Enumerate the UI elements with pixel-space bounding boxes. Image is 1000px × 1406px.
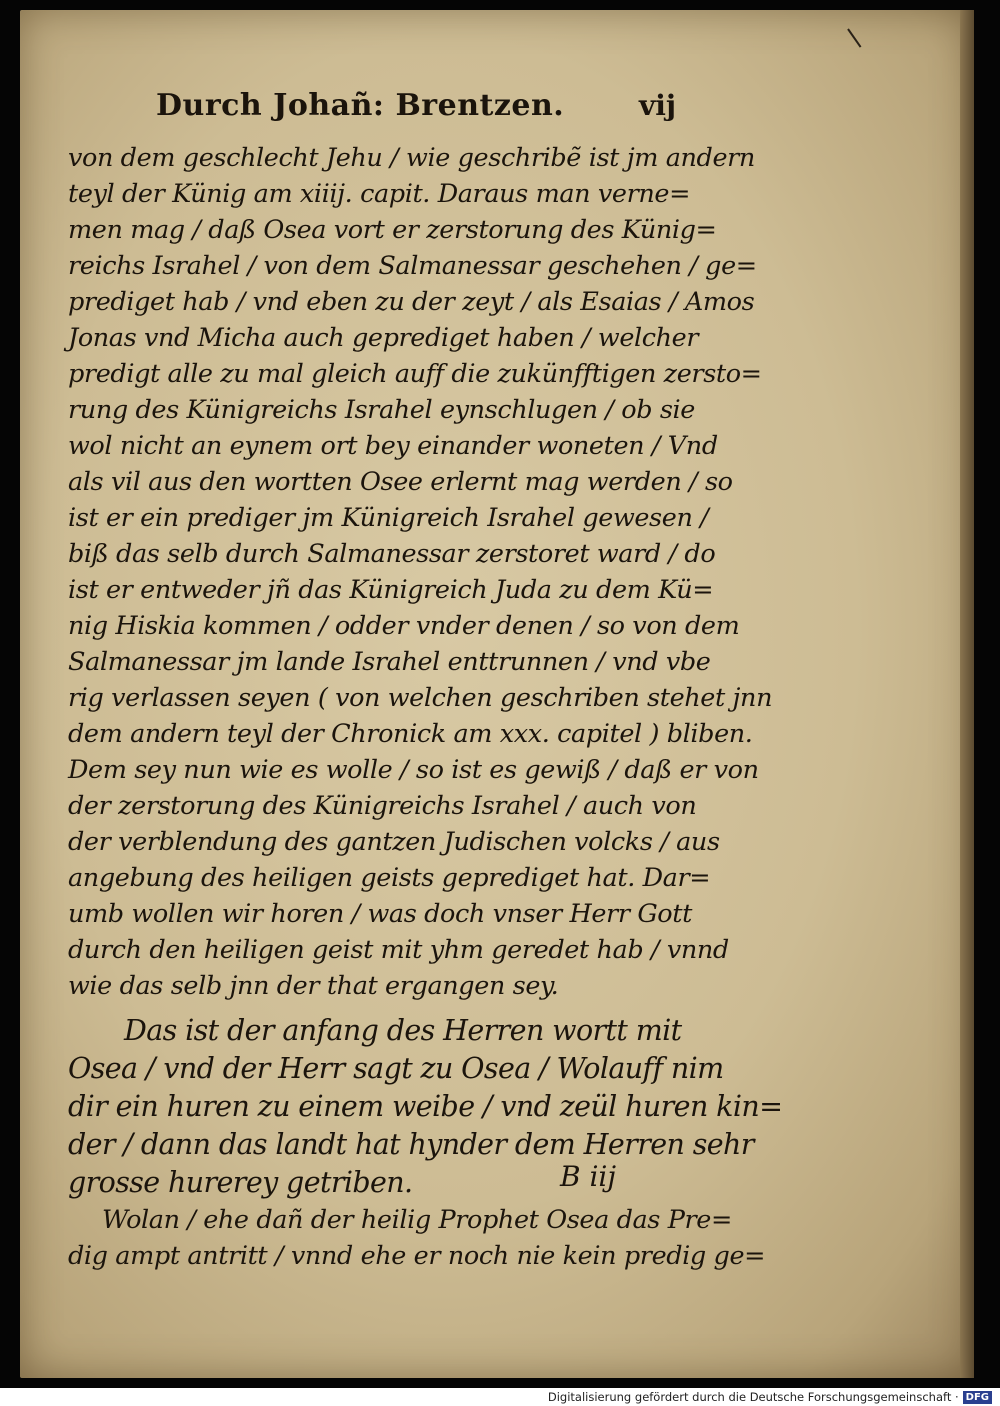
text-line: ist er ein prediger jm Künigreich Israhel gewesen /	[68, 503, 709, 533]
text-line: Salmanessar jm lande Israhel enttrunnen / vnd vbe	[68, 647, 711, 677]
footer-credit	[0, 1388, 1000, 1406]
text-line: grosse hurerey getriben.	[68, 1166, 413, 1199]
text-line: Das ist der anfang des Herren wortt mit	[124, 1014, 682, 1047]
running-title: Durch Johañ: Brentzen.	[156, 88, 565, 123]
text-line: der zerstorung des Künigreichs Israhel / auch von	[68, 791, 697, 821]
text-line: wol nicht an eynem ort bey einander woneten / Vnd	[68, 431, 718, 461]
text-line: wie das selb jnn der that ergangen sey.	[68, 971, 559, 1001]
text-line: der / dann das landt hat hynder dem Herren sehr	[68, 1128, 754, 1161]
text-line: Osea / vnd der Herr sagt zu Osea / Wolauff nim	[68, 1052, 724, 1085]
dfg-logo: DFG	[963, 1391, 992, 1404]
text-line: nig Hiskia kommen / odder vnder denen / so von dem	[68, 611, 740, 641]
text-line: angebung des heiligen geists geprediget hat. Dar=	[68, 863, 711, 893]
text-line: rung des Künigreichs Israhel eynschlugen / ob sie	[68, 395, 695, 425]
text-line: dig ampt antritt / vnnd ehe er noch nie kein predig ge=	[68, 1241, 766, 1271]
text-line: teyl der Künig am xiiij. capit. Daraus man verne=	[68, 179, 691, 209]
text-line: ist er entweder jñ das Künigreich Juda zu dem Kü=	[68, 575, 714, 605]
text-line: als vil aus den wortten Osee erlernt mag werden / so	[68, 467, 733, 497]
text-line: biß das selb durch Salmanessar zerstoret ward / do	[68, 539, 716, 569]
text-line: umb wollen wir horen / was doch vnser Herr Gott	[68, 899, 692, 929]
running-head	[156, 88, 676, 140]
paragraph-continuation	[68, 1202, 766, 1274]
paragraph-commentary	[68, 140, 773, 1004]
text-block	[68, 88, 783, 1274]
folio-number: vij	[638, 89, 676, 122]
paragraph-gap	[68, 1004, 738, 1012]
text-line: durch den heiligen geist mit yhm geredet hab / vnnd	[68, 935, 729, 965]
text-line: dir ein huren zu einem weibe / vnd zeül huren kin=	[68, 1090, 783, 1123]
signature-mark: B iij	[560, 1160, 617, 1193]
text-line: reichs Israhel / von dem Salmanessar geschehen / ge=	[68, 251, 757, 281]
page-edge	[960, 10, 974, 1378]
text-line: rig verlassen seyen ( von welchen geschriben stehet jnn	[68, 683, 773, 713]
text-line: der verblendung des gantzen Judischen volcks / aus	[68, 827, 720, 857]
text-line: dem andern teyl der Chronick am xxx. capitel ) bliben.	[68, 719, 753, 749]
text-line: men mag / daß Osea vort er zerstorung des Künig=	[68, 215, 717, 245]
footer-text: Digitalisierung gefördert durch die Deutsche Forschungsgemeinschaft ·	[547, 1390, 959, 1404]
text-line: prediget hab / vnd eben zu der zeyt / als Esaias / Amos	[68, 287, 755, 317]
text-line: Jonas vnd Micha auch geprediget haben / welcher	[68, 323, 699, 353]
text-line: Dem sey nun wie es wolle / so ist es gewiß / daß er von	[68, 755, 759, 785]
text-line: von dem geschlecht Jehu / wie geschribẽ ist jm andern	[68, 143, 755, 173]
text-line: Wolan / ehe dañ der heilig Prophet Osea das Pre=	[102, 1205, 732, 1235]
paragraph-scripture	[68, 1012, 783, 1202]
text-line: predigt alle zu mal gleich auff die zukünfftigen zersto=	[68, 359, 762, 389]
